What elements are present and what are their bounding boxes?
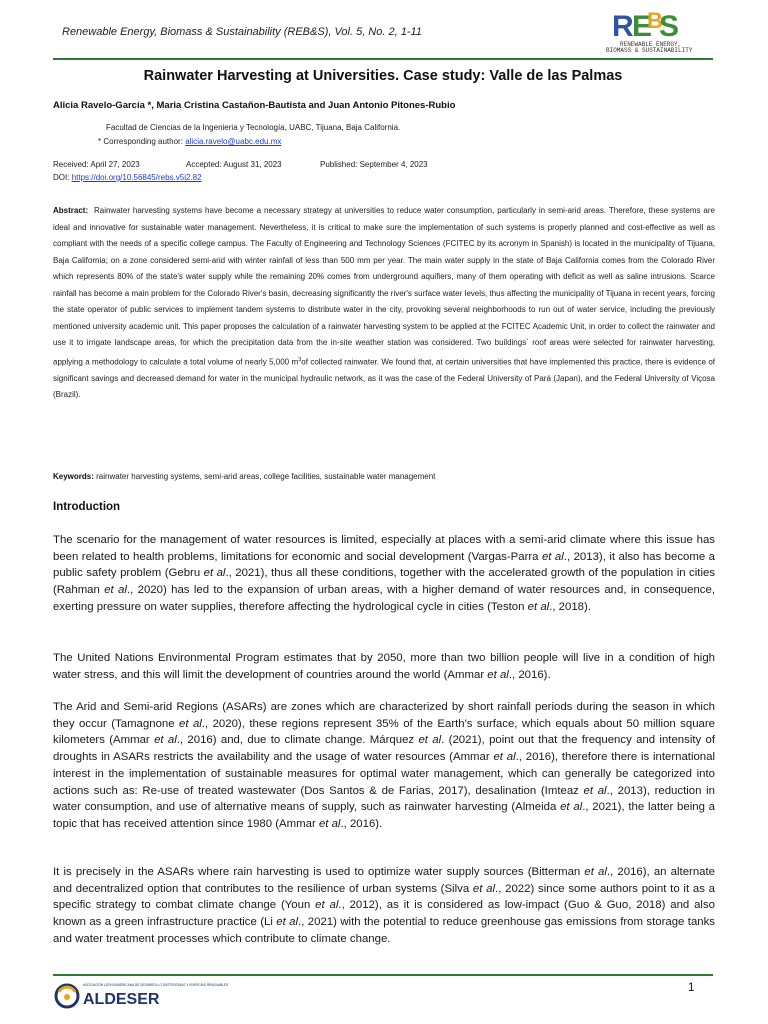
affiliation: Facultad de Ciencias de la Ingenieria y Tecnología, UABC, Tijuana, Baja California. [106,123,401,132]
section-heading-introduction: Introduction [53,501,121,513]
abstract-text-1: Rainwater harvesting systems have become a necessary strategy at universities to reduce water consumption, particularly in semi-arid areas. Therefore, these systems are ideal and innovative for sustainable water management. Nevertheless, it is critical to make sure the implementation of such systems is properly planned and cost-effective as well as compliant with the needs of a specific college campus. The Faculty of Engineering and Technology Sciences (FCITEC by its acronym in Spanish) is located in the municipality of Tijuana, Baja California; on a zone considered semi-arid with winter rainfall of less than 500 mm per year. The main water supply in the state of Baja California comes from the Colorado River which represents 80% of the state's water supply while the remaining 20% comes from underground aquifiers, many of them operating with deficit as well as saline intrusions. Scarce rainfall has become a main problem for the Colorado River's basin, decreasing significantly the river's surface water levels, thus affecting the municipality of Tijuana in recent years, forcing the state operator of public services to implement tandem systems to distribute water in the city, provoking several neighborhoods to run out of water service, including the previously mentioned university academic unit. This paper proposes the calculation of a rainwater harvesting system to be applied at the FCITEC Academic Unit, in order to collect the rainwater and use it to irrigate landscape areas, for which the precipitation data from the in-site weather station was considered. Two buildings´ roof areas were selected for rainwater harvesting, applying a methodology to calculate a total volume of nearly 5,000 m [53,206,715,367]
keywords-label: Keywords: [53,472,94,481]
logo-subtitle-1: RENEWABLE ENERGY, [620,41,682,48]
doi-label: DOI: [53,173,70,182]
logo-subtitle-2: BIOMASS & SUSTAINABILITY [606,47,693,54]
keywords-list: rainwater harvesting systems, semi-arid areas, college facilities, sustainable water management [96,472,436,481]
keywords [53,472,435,481]
corresponding-label: * Corresponding author: [98,137,183,146]
rebs-logo [592,6,704,54]
accepted-date: Accepted: August 31, 2023 [186,160,282,169]
page-number: 1 [688,982,695,994]
paragraph-4: It is precisely in the ASARs where rain harvesting is used to optimize water supply sources (Bitterman et al., 2016), an alternate and decentralized option that contributes to the resilience of urban systems (Silva et al., 2022) since some authors point to it as a specific strategy to combat climate change (Youn et al., 2012), as it is considered as low-impact (Guo & Guo, 2018) and also known as a green infrastructure practice (Li et al., 2021) with the potential to reduce greenhouse gas emissions from storage tanks and water treatment processes which contribute to climate change. [53,866,716,945]
abstract [53,203,715,404]
paragraph-1: The scenario for the management of water resources is limited, especially at places with a semi-arid climate where this issue has been related to health problems, limitations for economic and social development (Vargas-Parra et al., 2013), it also has become a public safety problem (Gebru et al., 2021), thus all these conditions, together with the accelerated growth of the population in cities (Rahman et al., 2020) has led to the expansion of urban areas, with a higher demand of water resources and, in consequence, exerting pressure on water supplies, therefore affecting the hydrological cycle in cities (Teston et al., 2018). [53,534,716,613]
journal-header: Renewable Energy, Biomass & Sustainability (REB&S), Vol. 5, No. 2, 1-11 [62,26,422,38]
corresponding-author [98,137,281,146]
author-list: Alicia Ravelo-García *, Maria Cristina Castañon-Bautista and Juan Antonio Pitones-Rubio [53,100,456,111]
aldeser-wordmark: ALDESER [83,991,160,1008]
abstract-label: Abstract: [53,206,89,215]
received-date: Received: April 27, 2023 [53,160,140,169]
aldeser-caption: ASOCIACIÓN LATINOAMERICANA DE DESARROLLO SUSTENTABLE Y ENERGÍAS RENOVABLES [83,983,229,987]
svg-text:B: B [647,8,663,33]
svg-text:E: E [632,10,653,43]
svg-text:S: S [659,10,680,43]
published-date: Published: September 4, 2023 [320,160,428,169]
abstract-text-2: of collected rainwater. We found that, at certain universities that have implemented this practice, there is evidence of significant savings and decreased demand for water in the municipal hydraulic network, as it was the case of the Federal University of Pará (Japan), and the Federal University of Viçosa (Brazil). [53,357,715,400]
abstract-superscript: 3 [298,356,302,363]
doi-link[interactable]: https://doi.org/10.56845/rebs.v5i2.82 [71,173,202,182]
paragraph-3: The Arid and Semi-arid Regions (ASARs) are zones which are characterized by short rainfall periods during the season in which they occur (Tamagnone et al., 2020), these regions represent 35% of the Earth's surface, which equals about 50 million square kilometers (Ammar et al., 2016) and, due to climate change. Márquez et al. (2021), point out that the frequency and intensity of droughts in ASARs restricts the availability and the usage of water resources (Ammar et al., 2016), therefore there is international interest in the implementation of sustainable measures for optimal water management, which can generally be categorized into actions such as: Re-use of treated wastewater (Dos Santos & de Farias, 2017), desalination (Imteaz et al., 2013), reduction in water consumption, and use of alternative means of supply, such as rainwater harvesting (Almeida et al., 2021), the latter being a topic that has received attention since 1980 (Ammar et al., 2016). [53,701,716,830]
doi-line [53,173,202,182]
paragraph-2: The United Nations Environmental Program estimates that by 2050, more than two billion people will live in a condition of high water stress, and this will limit the development of countries around the world (Ammar et al., 2016). [53,652,715,681]
svg-text:R: R [612,10,634,43]
footer-rule [53,974,713,976]
publication-dates [53,160,428,169]
article-title: Rainwater Harvesting at Universities. Case study: Valle de las Palmas [143,68,623,84]
aldeser-logo [53,977,229,1015]
header-rule [53,58,713,60]
corresponding-email-link[interactable]: alicia.ravelo@uabc.edu.mx [185,137,282,146]
